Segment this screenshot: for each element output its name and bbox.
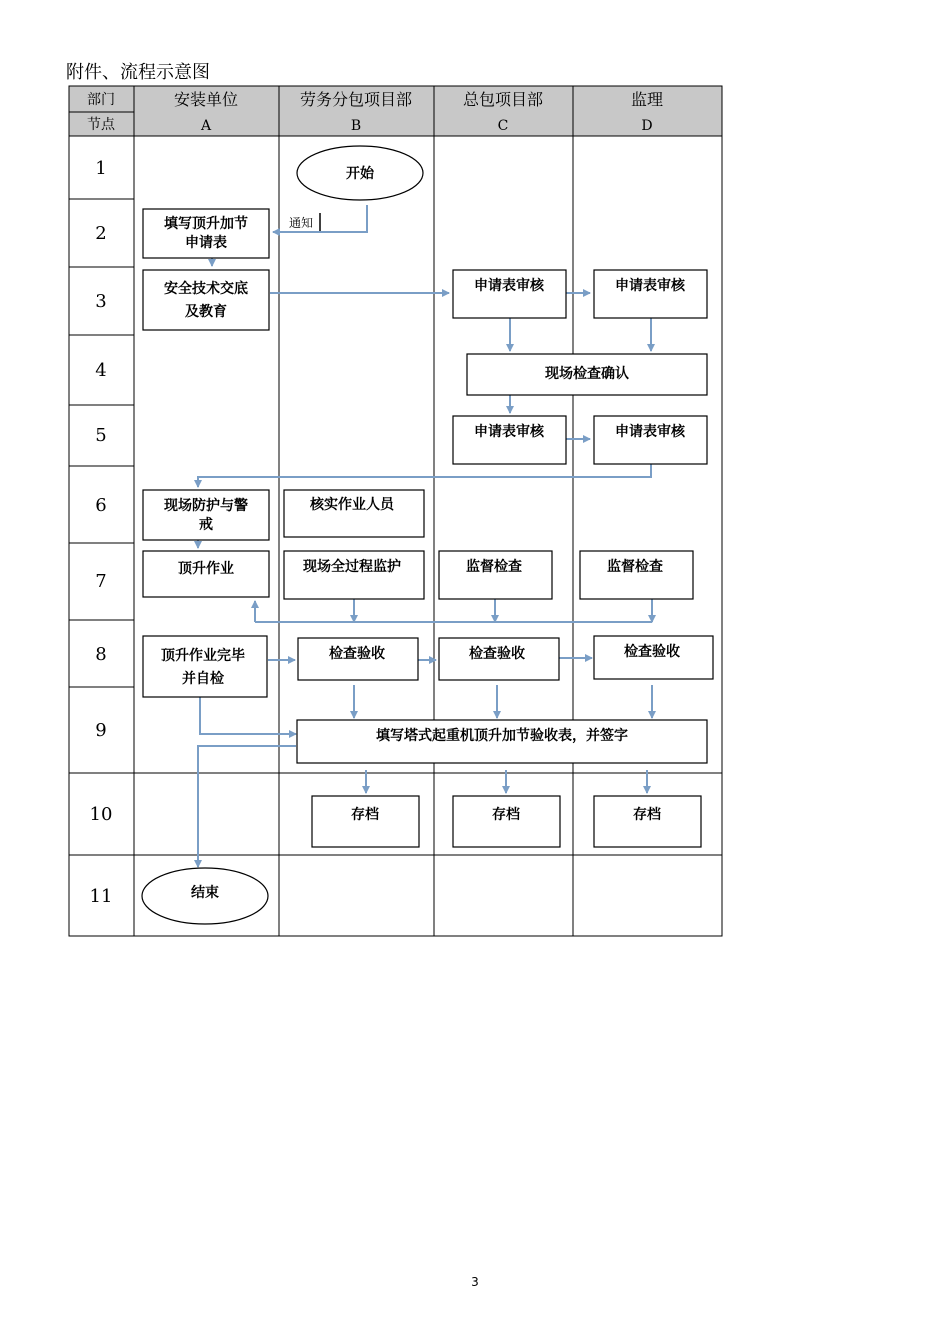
review-c2-label: 申请表审核 (474, 424, 544, 440)
start-node-label: 开始 (346, 166, 374, 182)
review-d2-label: 申请表审核 (615, 424, 685, 440)
fill-application-line1: 填写顶升加节 (164, 216, 248, 232)
column-code-b: B (350, 118, 362, 134)
site-protection-line2: 戒 (199, 517, 213, 533)
column-code-a: A (200, 118, 212, 134)
column-header-a: 安装单位 (173, 90, 239, 109)
fill-application-line2: 申请表 (185, 235, 227, 251)
jacking-done-box (143, 636, 267, 697)
safety-briefing-line1: 安全技术交底 (164, 281, 248, 297)
column-code-c: C (497, 118, 509, 134)
accept-d-label: 检查验收 (624, 644, 680, 660)
column-header-d: 监理 (630, 90, 664, 109)
accept-b-label: 检查验收 (329, 646, 385, 662)
row-number-1: 1 (95, 158, 107, 179)
row-number-6: 6 (95, 495, 107, 516)
row-number-7: 7 (95, 571, 107, 592)
archive-c-label: 存档 (492, 807, 520, 823)
row-number-9: 9 (95, 720, 107, 741)
row-number-10: 10 (89, 804, 113, 825)
safety-briefing-box (143, 270, 269, 330)
row-number-2: 2 (95, 223, 107, 244)
row-number-11: 11 (89, 886, 113, 907)
full-monitoring-label: 现场全过程监护 (303, 559, 401, 575)
row-number-3: 3 (95, 291, 107, 312)
review-c1-label: 申请表审核 (474, 278, 544, 294)
supervise-c-label: 监督检查 (466, 559, 522, 575)
safety-briefing-line2: 及教育 (185, 304, 227, 320)
supervise-d-label: 监督检查 (607, 559, 663, 575)
archive-b-label: 存档 (351, 807, 379, 823)
jacking-done-line1: 顶升作业完毕 (161, 648, 245, 664)
page-number: 3 (471, 1275, 479, 1289)
column-header-b: 劳务分包项目部 (299, 90, 413, 109)
jacking-work-label: 顶升作业 (178, 561, 234, 577)
jacking-done-line2: 并自检 (182, 671, 224, 687)
arrow-review-d2-to-protection (198, 464, 651, 487)
end-node-label: 结束 (191, 885, 219, 901)
row-number-5: 5 (95, 425, 107, 446)
document-title: 附件、流程示意图 (66, 62, 210, 83)
review-d1-label: 申请表审核 (615, 278, 685, 294)
row-number-8: 8 (95, 644, 107, 665)
arrow-form-to-end (198, 746, 296, 867)
row-number-4: 4 (95, 360, 107, 381)
site-check-label: 现场检查确认 (545, 366, 629, 382)
verify-workers-label: 核实作业人员 (310, 497, 394, 513)
acceptance-form-label: 填写塔式起重机顶升加节验收表，并签字 (376, 728, 628, 744)
arrow-done-to-form (200, 697, 296, 734)
dept-header-label: 部门 (87, 92, 115, 108)
column-header-c: 总包项目部 (462, 90, 544, 109)
accept-c-label: 检查验收 (469, 646, 525, 662)
archive-d-label: 存档 (633, 807, 661, 823)
notify-label: 通知 (289, 216, 314, 230)
site-protection-line1: 现场防护与警 (164, 498, 248, 514)
node-header-label: 节点 (87, 117, 115, 133)
column-code-d: D (641, 118, 653, 134)
